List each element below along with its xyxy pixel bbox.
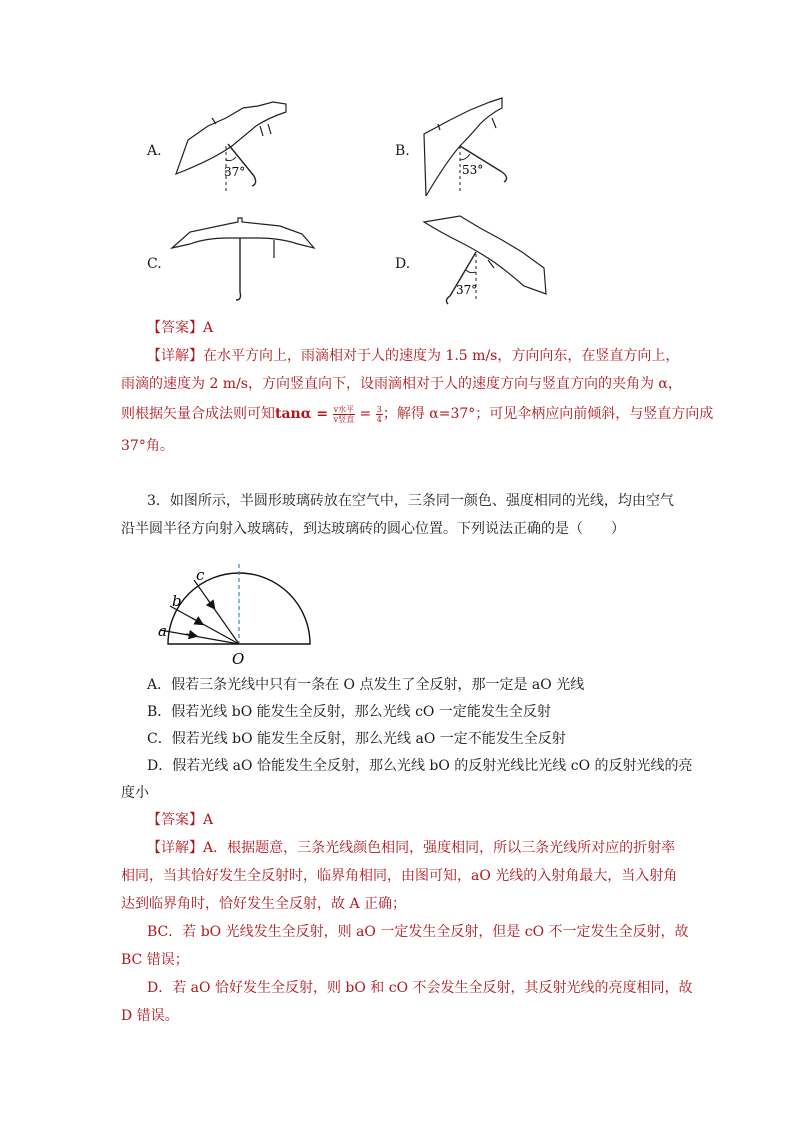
q2-tan-expression: tanα =	[275, 406, 329, 422]
q2-frac1-den: v竖直	[333, 414, 355, 424]
q2-explain-text1: 在水平方向上，雨滴相对于人的速度为 1.5 m/s，方向向东，在竖直方向上，	[203, 348, 680, 364]
angle-label-b: 53°	[462, 163, 484, 177]
q2-answer-value: A	[203, 320, 214, 336]
q3-explain-tag: 【详解】	[147, 840, 203, 856]
center-label-o: O	[232, 650, 245, 668]
q2-explain-line3	[121, 400, 713, 428]
q2-explain-line2: 雨滴的速度为 2 m/s，方向竖直向下，设雨滴相对于人的速度方向与竖直方向的夹角为 α，	[121, 376, 682, 392]
angle-label-d: 37°	[456, 283, 478, 297]
q2-fraction-velocity	[333, 405, 356, 424]
q2-answer-tag: 【答案】	[147, 320, 203, 336]
q3-explain-line4: BC．若 bO 光线发生全反射，则 aO 一定发生全反射，但是 cO 不一定发生全反射，故	[147, 924, 689, 940]
q3-stem-line2: 沿半圆半径方向射入玻璃砖，到达玻璃砖的圆心位置。下列说法正确的是（ ）	[121, 521, 625, 537]
q2-explain-line4: 37°角。	[121, 438, 174, 454]
q3-explain-line2: 相同，当其恰好发生全反射时，临界角相同，由图可知，aO 光线的入射角最大，当入射角	[121, 868, 678, 884]
option-b-label: B.	[395, 143, 410, 159]
q3-option-c: C．假若光线 bO 能发生全反射，那么光线 aO 一定不能发生全反射	[147, 731, 566, 747]
q3-option-b: B．假若光线 bO 能发生全反射，那么光线 cO 一定能发生全反射	[147, 704, 551, 720]
q3-explain-line7: D 错误。	[121, 1008, 179, 1024]
q3-explain-line1	[147, 834, 675, 862]
q2-answer	[147, 314, 213, 342]
umbrella-figure-c	[168, 216, 318, 306]
q3-option-d: D．假若光线 aO 恰能发生全反射，那么光线 bO 的反射光线比光线 cO 的反射光线的亮	[147, 758, 693, 774]
q2-frac2-den: 4	[376, 414, 382, 424]
umbrella-figure-d	[420, 212, 570, 307]
option-a-label: A.	[147, 143, 162, 159]
q3-explain-text1: A．根据题意，三条光线颜色相同，强度相同，所以三条光线所对应的折射率	[203, 840, 676, 856]
q2-fraction-value	[376, 405, 383, 424]
q2-frac2-num: 3	[376, 404, 382, 414]
umbrella-figure-b	[420, 96, 520, 196]
q3-explain-line5: BC 错误；	[121, 952, 189, 968]
q2-explain-line1	[147, 342, 679, 370]
umbrella-figure-a	[168, 96, 338, 191]
q3-answer	[147, 806, 213, 834]
q3-stem-line1: 3．如图所示，半圆形玻璃砖放在空气中，三条同一颜色、强度相同的光线，均由空气	[147, 493, 674, 509]
q2-explain-tag: 【详解】	[147, 348, 203, 364]
q3-option-a: A．假若三条光线中只有一条在 O 点发生了全反射，那一定是 aO 光线	[147, 677, 585, 693]
q3-answer-tag: 【答案】	[147, 812, 203, 828]
option-d-label: D.	[395, 256, 411, 272]
q3-answer-value: A	[203, 812, 214, 828]
q2-equals: =	[355, 406, 376, 422]
ray-label-b: b	[172, 592, 182, 610]
q2-frac1-num: v水平	[333, 404, 355, 414]
q3-option-d-cont: 度小	[121, 785, 149, 801]
q3-explain-line6: D．若 aO 恰好发生全反射，则 bO 和 cO 不会发生全反射，其反射光线的亮度相同，故	[147, 980, 693, 996]
q2-explain-line3-pre: 则根据矢量合成法则可知	[121, 406, 275, 422]
q3-explain-line3: 达到临界角时，恰好发生全反射，故 A 正确；	[121, 896, 407, 912]
ray-label-a: a	[158, 622, 167, 640]
angle-label-a: 37°	[224, 165, 246, 179]
option-c-label: C.	[147, 256, 162, 272]
q2-explain-line3-post: ；解得 α=37°；可见伞柄应向前倾斜，与竖直方向成	[382, 406, 714, 422]
semicircle-glass-figure	[140, 560, 330, 670]
ray-label-c: c	[196, 566, 205, 584]
